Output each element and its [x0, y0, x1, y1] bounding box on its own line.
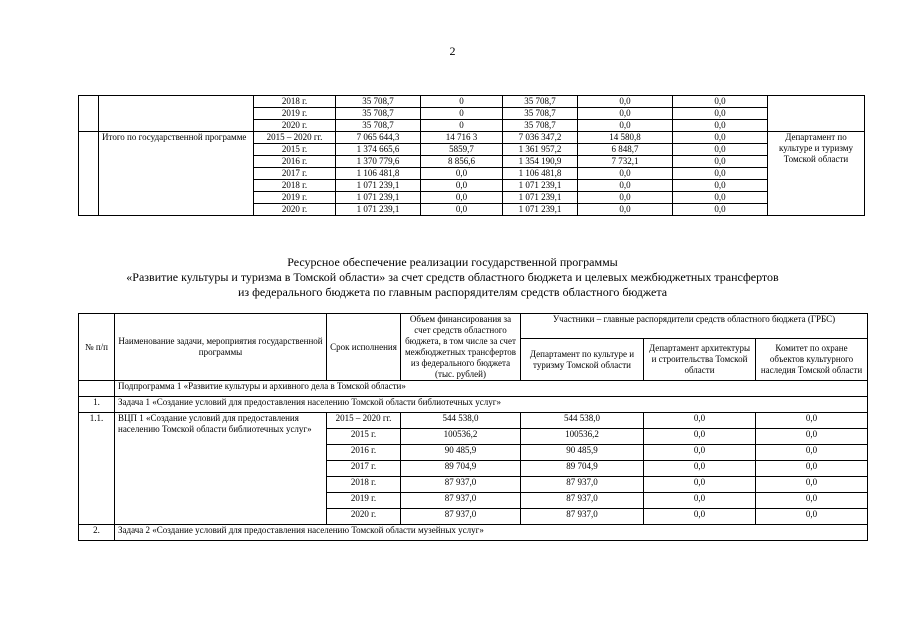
task-num: 2. [79, 525, 115, 541]
total-cell: 35 708,7 [336, 96, 421, 108]
header-dep1: Департамент по культуре и туризму Томской области [521, 339, 644, 381]
volume-cell: 87 937,0 [401, 509, 521, 525]
value-cell: 0,0 [578, 180, 673, 192]
table-cell [79, 96, 99, 132]
dep1-cell: 87 937,0 [521, 509, 644, 525]
dep2-cell: 0,0 [644, 445, 756, 461]
resource-table [78, 313, 868, 541]
volume-cell: 90 485,9 [401, 445, 521, 461]
year-cell: 2015 – 2020 гг. [254, 132, 336, 144]
dep3-cell: 0,0 [756, 493, 868, 509]
value-cell: 0,0 [673, 180, 768, 192]
volume-cell: 87 937,0 [401, 493, 521, 509]
federal-cell: 0,0 [421, 192, 503, 204]
federal-cell: 0,0 [421, 168, 503, 180]
table-row [79, 397, 868, 413]
value-cell: 0,0 [578, 192, 673, 204]
year-cell: 2019 г. [254, 192, 336, 204]
value-cell: 0,0 [578, 108, 673, 120]
dep2-cell: 0,0 [644, 461, 756, 477]
dep3-cell: 0,0 [756, 509, 868, 525]
table1-top-rows [79, 96, 865, 132]
year-cell: 2015 г. [254, 144, 336, 156]
total-cell: 1 071 239,1 [336, 204, 421, 216]
table-cell [79, 132, 99, 216]
value-cell: 0,0 [673, 156, 768, 168]
task-num: 1. [79, 397, 115, 413]
total-cell: 1 071 239,1 [336, 192, 421, 204]
value-cell: 14 580,8 [578, 132, 673, 144]
vcp-num: 1.1. [79, 413, 115, 525]
value-cell: 0,0 [673, 120, 768, 132]
dep1-cell: 90 485,9 [521, 445, 644, 461]
value-cell: 0,0 [673, 132, 768, 144]
header-name: Наименование задачи, мероприятия государственной программы [115, 314, 327, 381]
header-dep3: Комитет по охране объектов культурного наследия Томской области [756, 339, 868, 381]
value-cell: 6 848,7 [578, 144, 673, 156]
federal-cell: 0 [421, 120, 503, 132]
regional-cell: 35 708,7 [503, 108, 578, 120]
task-text: Задача 1 «Создание условий для предоставления населению Томской области библиотечных услуг» [115, 397, 868, 413]
year-cell: 2020 г. [254, 204, 336, 216]
federal-cell: 0,0 [421, 204, 503, 216]
federal-cell: 0 [421, 96, 503, 108]
task-text: Задача 2 «Создание условий для предоставления населению Томской области музейных услуг» [115, 525, 868, 541]
dep3-cell: 0,0 [756, 477, 868, 493]
total-cell: 35 708,7 [336, 108, 421, 120]
federal-cell: 0,0 [421, 180, 503, 192]
dep1-cell: 87 937,0 [521, 493, 644, 509]
table-row [79, 413, 868, 429]
total-cell: 1 374 665,6 [336, 144, 421, 156]
year-cell: 2019 г. [254, 108, 336, 120]
dep2-cell: 0,0 [644, 477, 756, 493]
year-cell: 2017 г. [327, 461, 401, 477]
total-cell: 1 106 481,8 [336, 168, 421, 180]
year-cell: 2016 г. [254, 156, 336, 168]
table-row [79, 132, 865, 144]
dep3-cell: 0,0 [756, 413, 868, 429]
year-cell: 2018 г. [254, 96, 336, 108]
volume-cell: 87 937,0 [401, 477, 521, 493]
value-cell: 0,0 [673, 168, 768, 180]
header-term: Срок исполнения [327, 314, 401, 381]
year-cell: 2018 г. [254, 180, 336, 192]
volume-cell: 544 538,0 [401, 413, 521, 429]
dep1-cell: 89 704,9 [521, 461, 644, 477]
year-cell: 2018 г. [327, 477, 401, 493]
year-cell: 2016 г. [327, 445, 401, 461]
table-cell [99, 96, 254, 132]
year-cell: 2019 г. [327, 493, 401, 509]
total-cell: 1 071 239,1 [336, 180, 421, 192]
volume-cell: 89 704,9 [401, 461, 521, 477]
regional-cell: 1 071 239,1 [503, 180, 578, 192]
dep3-cell: 0,0 [756, 445, 868, 461]
volume-cell: 100536,2 [401, 429, 521, 445]
regional-cell: 1 071 239,1 [503, 192, 578, 204]
value-cell: 0,0 [673, 204, 768, 216]
federal-cell: 0 [421, 108, 503, 120]
value-cell: 0,0 [673, 144, 768, 156]
dep1-cell: 87 937,0 [521, 477, 644, 493]
value-cell: 0,0 [578, 204, 673, 216]
dep2-cell: 0,0 [644, 429, 756, 445]
value-cell: 0,0 [673, 96, 768, 108]
table-cell [768, 96, 865, 132]
federal-cell: 8 856,6 [421, 156, 503, 168]
dep2-cell: 0,0 [644, 493, 756, 509]
total-cell: 7 065 644,3 [336, 132, 421, 144]
year-cell: 2020 г. [327, 509, 401, 525]
value-cell: 0,0 [673, 108, 768, 120]
year-cell: 2020 г. [254, 120, 336, 132]
title-line: Ресурсное обеспечение реализации государственной программы [287, 255, 618, 269]
table-row [79, 525, 868, 541]
federal-cell: 5859,7 [421, 144, 503, 156]
regional-cell: 1 106 481,8 [503, 168, 578, 180]
table-row [79, 96, 865, 108]
dep3-cell: 0,0 [756, 461, 868, 477]
value-cell: 0,0 [578, 96, 673, 108]
value-cell: 0,0 [673, 192, 768, 204]
dep2-cell: 0,0 [644, 509, 756, 525]
funding-table-continued [78, 95, 865, 216]
dep1-cell: 100536,2 [521, 429, 644, 445]
table-row [79, 381, 868, 397]
year-cell: 2015 г. [327, 429, 401, 445]
value-cell: 0,0 [578, 168, 673, 180]
dep3-cell: 0,0 [756, 429, 868, 445]
header-volume: Объем финансирования за счет средств областного бюджета, в том числе за счет межбюджетных трансфертов из федерального бюджета (тыс. рублей) [401, 314, 521, 381]
dep1-cell: 544 538,0 [521, 413, 644, 429]
table-cell [79, 381, 115, 397]
regional-cell: 7 036 347,2 [503, 132, 578, 144]
header-num: № п/п [79, 314, 115, 381]
vcp-text: ВЦП 1 «Создание условий для предоставления населению Томской области библиотечных услуг» [115, 413, 327, 525]
department-cell: Департамент по культуре и туризму Томской области [768, 132, 865, 216]
regional-cell: 1 361 957,2 [503, 144, 578, 156]
subprogram-row: Подпрограмма 1 «Развитие культуры и архивного дела в Томской области» [115, 381, 868, 397]
header-dep2: Департамент архитектуры и строительства Томской области [644, 339, 756, 381]
federal-cell: 14 716 3 [421, 132, 503, 144]
title-line: из федерального бюджета по главным распорядителям средств областного бюджета [237, 285, 668, 299]
year-cell: 2017 г. [254, 168, 336, 180]
regional-cell: 35 708,7 [503, 96, 578, 108]
table1-total-rows [79, 132, 865, 216]
year-cell: 2015 – 2020 гг. [327, 413, 401, 429]
regional-cell: 1 354 190,9 [503, 156, 578, 168]
dep2-cell: 0,0 [644, 413, 756, 429]
total-cell: 1 370 779,6 [336, 156, 421, 168]
value-cell: 7 732,1 [578, 156, 673, 168]
regional-cell: 35 708,7 [503, 120, 578, 132]
section-title [0, 255, 905, 300]
title-line: «Развитие культуры и туризма в Томской области» за счет средств областного бюджета и целевых межбюджетных трансфертов [126, 270, 779, 284]
regional-cell: 1 071 239,1 [503, 204, 578, 216]
program-total-label: Итого по государственной программе [99, 132, 254, 216]
page-number: 2 [449, 44, 456, 58]
total-cell: 35 708,7 [336, 120, 421, 132]
value-cell: 0,0 [578, 120, 673, 132]
header-participants: Участники – главные распорядители средств областного бюджета (ГРБС) [521, 314, 868, 339]
table-header-row [79, 314, 868, 339]
